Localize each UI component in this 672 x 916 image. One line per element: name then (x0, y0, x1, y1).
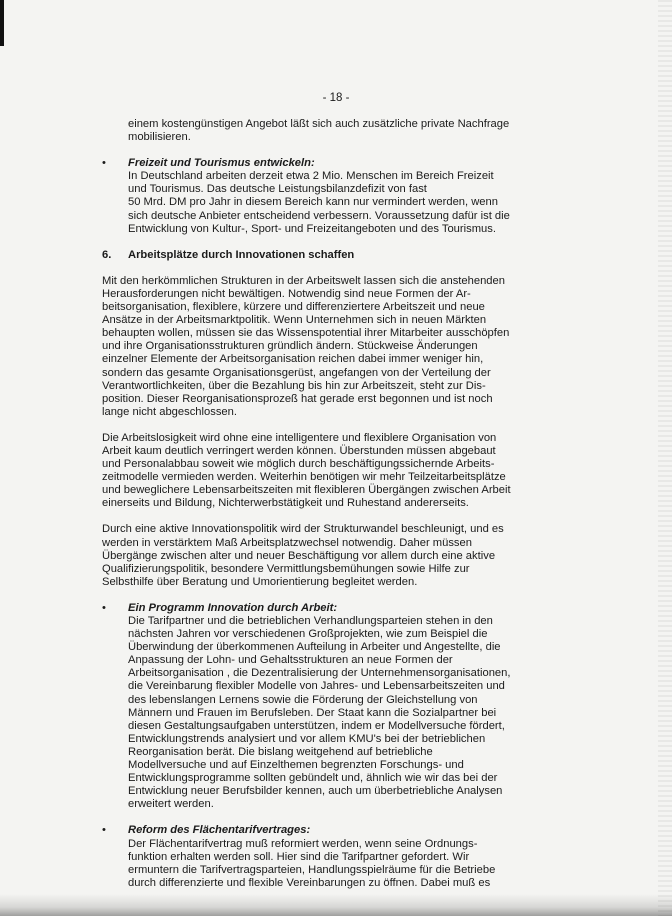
body-paragraph-2 (102, 432, 522, 511)
text-line: 50 Mrd. DM pro Jahr in diesem Bereich kann nur vermindert werden, wenn (128, 196, 498, 209)
text-line: In Deutschland arbeiten derzeit etwa 2 Mio. Menschen im Bereich Freizeit (128, 170, 494, 183)
page-number: - 18 - (322, 92, 350, 104)
section-heading-6 (102, 249, 522, 262)
text-line: diesen Gestaltungsaufgaben unterstützen, indem er Modellversuche fördert, (128, 719, 505, 732)
text-line: Durch eine aktive Innovationspolitik wird der Strukturwandel beschleunigt, und es (102, 523, 504, 536)
text-line: beitsorganisation, flexiblere, kürzere und differenziertere Arbeitszeit und neue (102, 301, 485, 314)
bullet-title: Reform des Flächentarifvertrages: (128, 824, 311, 837)
bullet-body (128, 170, 522, 235)
text-line: Arbeit kaum deutlich verringert werden können. Überstunden müssen abgebaut (102, 444, 496, 457)
text-line: behaupten wollen, müssen sie das Wissenspotential ihrer Mitarbeiter ausschöpfen (102, 327, 510, 340)
text-line: Arbeitsorganisation , die Dezentralisierung der Unternehmensorganisationen, (128, 667, 511, 680)
text-line: und Tourismus. Das deutsche Leistungsbilanzdefizit von fast (128, 183, 427, 196)
continuation-paragraph (128, 118, 522, 144)
text-line: Reorganisation berät. Die bislang weitgehend auf betriebliche (128, 745, 433, 758)
text-line: Verantwortlichkeiten, über die Bezahlung bis hin zur Arbeitszeit, steht zur Dis- (102, 379, 486, 392)
text-line: und beweglichere Lebensarbeitszeiten mit flexibleren Übergängen zwischen Arbeit (102, 484, 511, 497)
text-line: Herausforderungen nicht bewältigen. Notwendig sind neue Formen der Ar- (102, 287, 471, 300)
text-line: Qualifizierungspolitik, besondere Vermittlungsbemühungen sowie Hilfe zur (102, 562, 470, 575)
text-line: Entwicklung von Kultur-, Sport- und Freizeitangeboten und des Tourismus. (128, 222, 496, 235)
section-title: Arbeitsplätze durch Innovationen schaffen (128, 248, 355, 261)
body-paragraph-1 (102, 275, 522, 419)
bullet-marker: • (102, 157, 106, 170)
bullet-freizeit-tourismus (102, 157, 522, 236)
text-line: erweitert werden. (128, 798, 214, 811)
text-line: die Vereinbarung flexibler Modelle von Jahres- und Lebensarbeitszeiten und (128, 680, 505, 693)
text-line: und ihre Organisationsstrukturen gründlich ändern. Stückweise Änderungen (102, 340, 478, 353)
bullet-reform-flaechentarif (102, 824, 522, 889)
bullet-body (128, 838, 522, 890)
bullet-marker: • (102, 601, 106, 614)
scan-edge-right (658, 0, 672, 916)
text-line: einem kostengünstigen Angebot läßt sich auch zusätzliche private Nachfrage (128, 118, 510, 130)
text-line: zeitmodelle vermieden werden. Weiterhin benötigen wir mehr Teilzeitarbeitsplätze (102, 471, 506, 484)
text-line: ermuntern die Tarifvertragsparteien, Handlungsspielräume für die Betriebe (128, 863, 496, 876)
text-line: Mit den herkömmlichen Strukturen in der Arbeitswelt lassen sich die anstehenden (102, 274, 505, 287)
bullet-programm-innovation (102, 602, 522, 812)
text-line: Überwindung der überkommenen Aufteilung in Arbeiter und Angestellte, die (128, 641, 501, 654)
scan-edge-left (0, 0, 4, 46)
text-line: Der Flächentarifvertrag muß reformiert werden, wenn seine Ordnungs- (128, 837, 478, 850)
text-line: funktion erhalten werden soll. Hier sind die Tarifpartner gefordert. Wir (128, 850, 470, 863)
text-line: sondern das gesamte Organisationsgerüst, angefangen von der Verteilung der (102, 366, 491, 379)
text-line: des lebenslangen Lernens sowie die Förderung der Gleichstellung von (128, 693, 478, 706)
text-line: Entwicklungsprogramme sollten gebündelt und, ähnlich wie wir das bei der (128, 772, 498, 785)
text-line: einerseits und Bildung, Nichterwerbstätigkeit und Ruhestand andererseits. (102, 497, 469, 510)
text-line: Entwicklung neuer Berufsbilder kennen, auch um überbetriebliche Analysen (128, 785, 503, 798)
text-line: position. Dieser Reorganisationsprozeß hat gerade erst begonnen und ist noch (102, 392, 493, 405)
body-paragraph-3 (102, 523, 522, 588)
page-body (102, 118, 522, 903)
text-line: Entwicklungstrends analysiert und vor allem KMU's bei der betrieblichen (128, 732, 486, 745)
text-line: Selbsthilfe über Beratung und Umorientierung begleitet werden. (102, 575, 418, 588)
section-number: 6. (102, 248, 112, 261)
text-line: durch differenzierte und flexible Vereinbarungen zu öffnen. Dabei muß es (128, 876, 491, 889)
bullet-title: Ein Programm Innovation durch Arbeit: (128, 601, 338, 614)
text-line: lange nicht abgeschlossen. (102, 405, 237, 418)
text-line: werden in verstärktem Maß Arbeitsplatzwechsel notwendig. Daher müssen (102, 536, 472, 549)
text-line: mobilisieren. (128, 131, 191, 144)
text-line: Übergänge zwischen alter und neuer Beschäftigung vor allem durch eine aktive (102, 549, 496, 562)
text-line: und Personalabbau soweit wie möglich durch beschäftigungssichernde Arbeits- (102, 458, 495, 471)
text-line: einzelner Elemente der Arbeitsorganisation reichen dabei immer weniger hin, (102, 353, 484, 366)
text-line: nächsten Jahren vor verschiedenen Großprojekten, wie zum Beispiel die (128, 628, 488, 641)
bullet-body (128, 615, 522, 811)
text-line: Modellversuche und auf Einzelthemen begrenzten Forschungs- und (128, 759, 464, 772)
bullet-marker: • (102, 824, 106, 837)
text-line: Männern und Frauen im Berufsleben. Der Staat kann die Sozialpartner bei (128, 706, 497, 719)
text-line: Die Tarifpartner und die betrieblichen Verhandlungsparteien stehen in den (128, 615, 493, 627)
text-line: sich deutsche Anbieter entscheidend verbessern. Voraussetzung dafür ist die (128, 209, 510, 222)
bullet-title: Freizeit und Tourismus entwickeln: (128, 157, 315, 170)
text-line: Anpassung der Lohn- und Gehaltsstrukturen an neue Formen der (128, 654, 453, 667)
text-line: Die Arbeitslosigkeit wird ohne eine intelligentere und flexiblere Organisation von (102, 431, 497, 444)
text-line: Ansätze in der Arbeitsmarktpolitik. Wenn Unternehmen sich in neuen Märkten (102, 314, 487, 327)
